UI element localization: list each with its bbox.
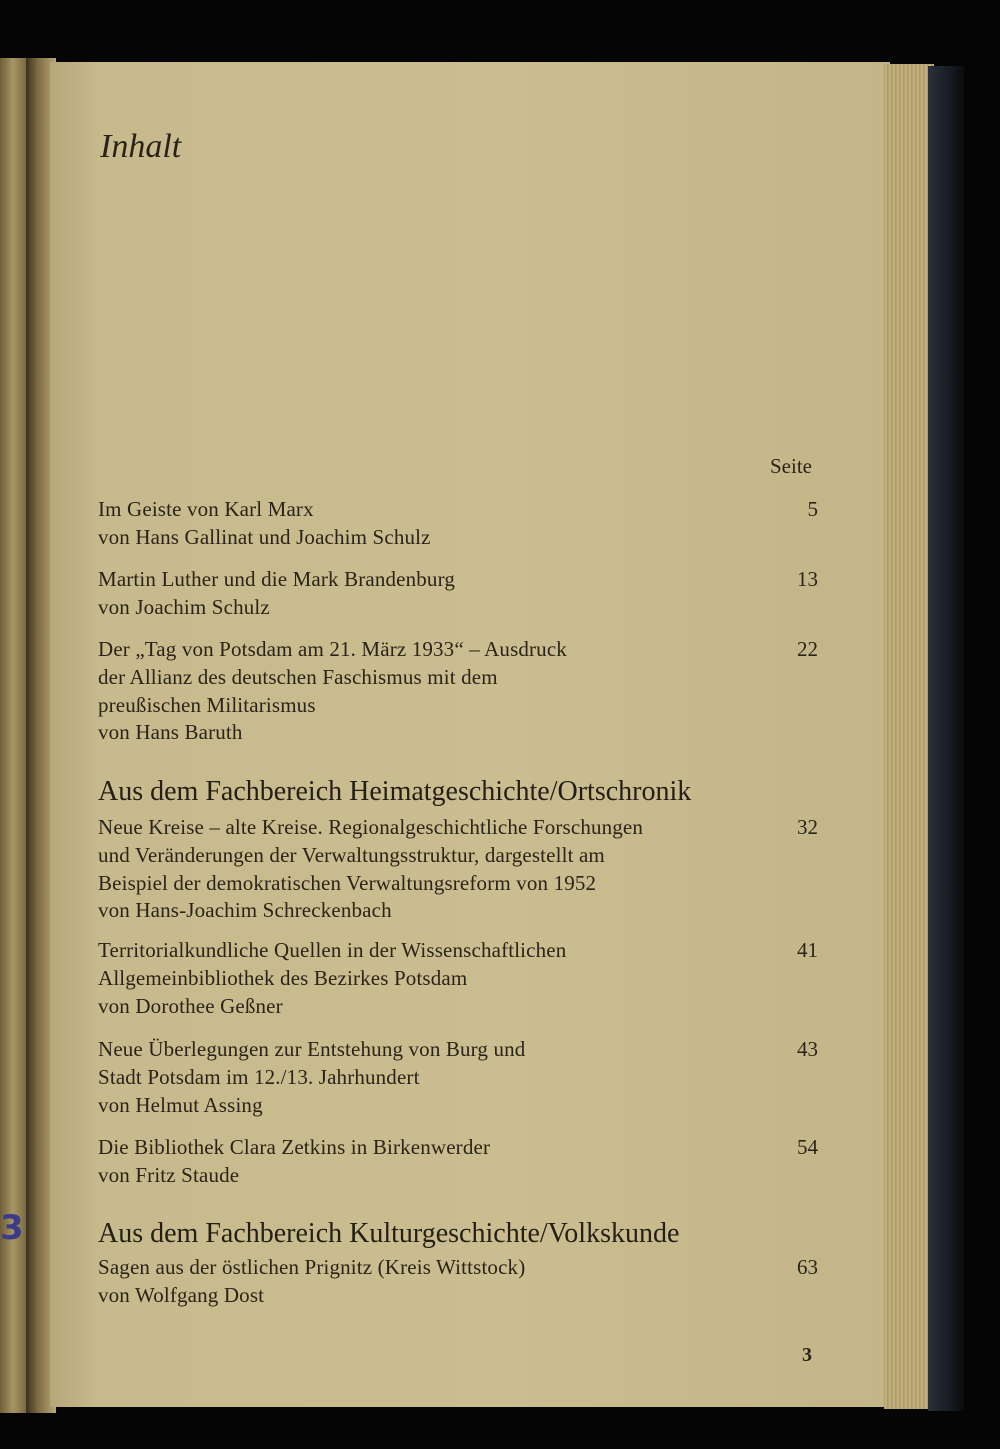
toc-entry-title-line: Allgemeinbibliothek des Bezirkes Potsdam <box>98 965 468 990</box>
toc-entry-page-number: 13 <box>797 567 818 591</box>
toc-entry-author-line: von Hans Baruth <box>98 720 243 745</box>
toc-entry-author-line: von Fritz Staude <box>98 1162 240 1187</box>
toc-entry-author-line: von Joachim Schulz <box>98 594 270 619</box>
toc-entry-page-number: 43 <box>797 1037 818 1061</box>
toc-entry-page-number: 63 <box>797 1255 818 1279</box>
toc-entry-title-line: Neue Kreise – alte Kreise. Regionalgeschichtliche Forschungen <box>98 815 644 839</box>
toc-entry-title-line: der Allianz des deutschen Faschismus mit dem <box>98 664 498 689</box>
toc-entry-page-number: 54 <box>797 1135 818 1159</box>
toc-entry-title-line: Beispiel der demokratischen Verwaltungsreform von 1952 <box>98 870 597 895</box>
toc-entry-title-line: Martin Luther und die Mark Brandenburg <box>98 567 455 591</box>
toc-entry-title-line: Sagen aus der östlichen Prignitz (Kreis Wittstock) <box>98 1255 526 1279</box>
toc-entry-author-line: von Dorothee Geßner <box>98 993 283 1018</box>
toc-entry-author-line: von Hans Gallinat und Joachim Schulz <box>98 524 431 549</box>
toc-entry-title-line: Stadt Potsdam im 12./13. Jahrhundert <box>98 1064 420 1089</box>
section-heading: Aus dem Fachbereich Heimatgeschichte/Ortschronik <box>98 776 692 807</box>
toc-entry-title-line: Die Bibliothek Clara Zetkins in Birkenwerder <box>98 1135 491 1159</box>
toc-entry-title-line: und Veränderungen der Verwaltungsstruktur, dargestellt am <box>98 842 605 867</box>
page-column-header: Seite <box>770 454 812 478</box>
toc-entry-title-line: Neue Überlegungen zur Entstehung von Burg und <box>98 1037 526 1061</box>
toc-entry <box>98 636 828 747</box>
toc-entry-page-number: 41 <box>797 938 818 962</box>
toc-entry <box>98 566 828 622</box>
toc-entry <box>98 1254 828 1310</box>
toc-entry-page-number: 22 <box>797 637 818 661</box>
toc-entry-page-number: 32 <box>797 815 818 839</box>
toc-entry-author-line: von Wolfgang Dost <box>98 1282 265 1307</box>
section-heading: Aus dem Fachbereich Kulturgeschichte/Volkskunde <box>98 1218 680 1249</box>
toc-entry <box>98 1134 828 1190</box>
toc-entry-author-line: von Helmut Assing <box>98 1092 263 1117</box>
toc-entry-title-line: Der „Tag von Potsdam am 21. März 1933“ – Ausdruck <box>98 637 567 661</box>
toc-entry-title-line: Im Geiste von Karl Marx <box>98 497 314 521</box>
toc-entry <box>98 937 828 1020</box>
book-cover-edge <box>928 66 964 1411</box>
toc-entry-title-line: Territorialkundliche Quellen in der Wissenschaftlichen <box>98 938 567 962</box>
toc-entry <box>98 496 828 552</box>
toc-entry-author-line: von Hans-Joachim Schreckenbach <box>98 898 392 923</box>
page-number: 3 <box>802 1344 812 1366</box>
toc-entry <box>98 1036 828 1119</box>
page-title: Inhalt <box>100 128 182 165</box>
toc-entry <box>98 814 828 925</box>
left-page-margin-mark: 3 <box>0 1208 24 1248</box>
toc-entry-title-line: preußischen Militarismus <box>98 692 316 717</box>
toc-entry-page-number: 5 <box>807 497 818 521</box>
page-fore-edge <box>884 64 934 1409</box>
